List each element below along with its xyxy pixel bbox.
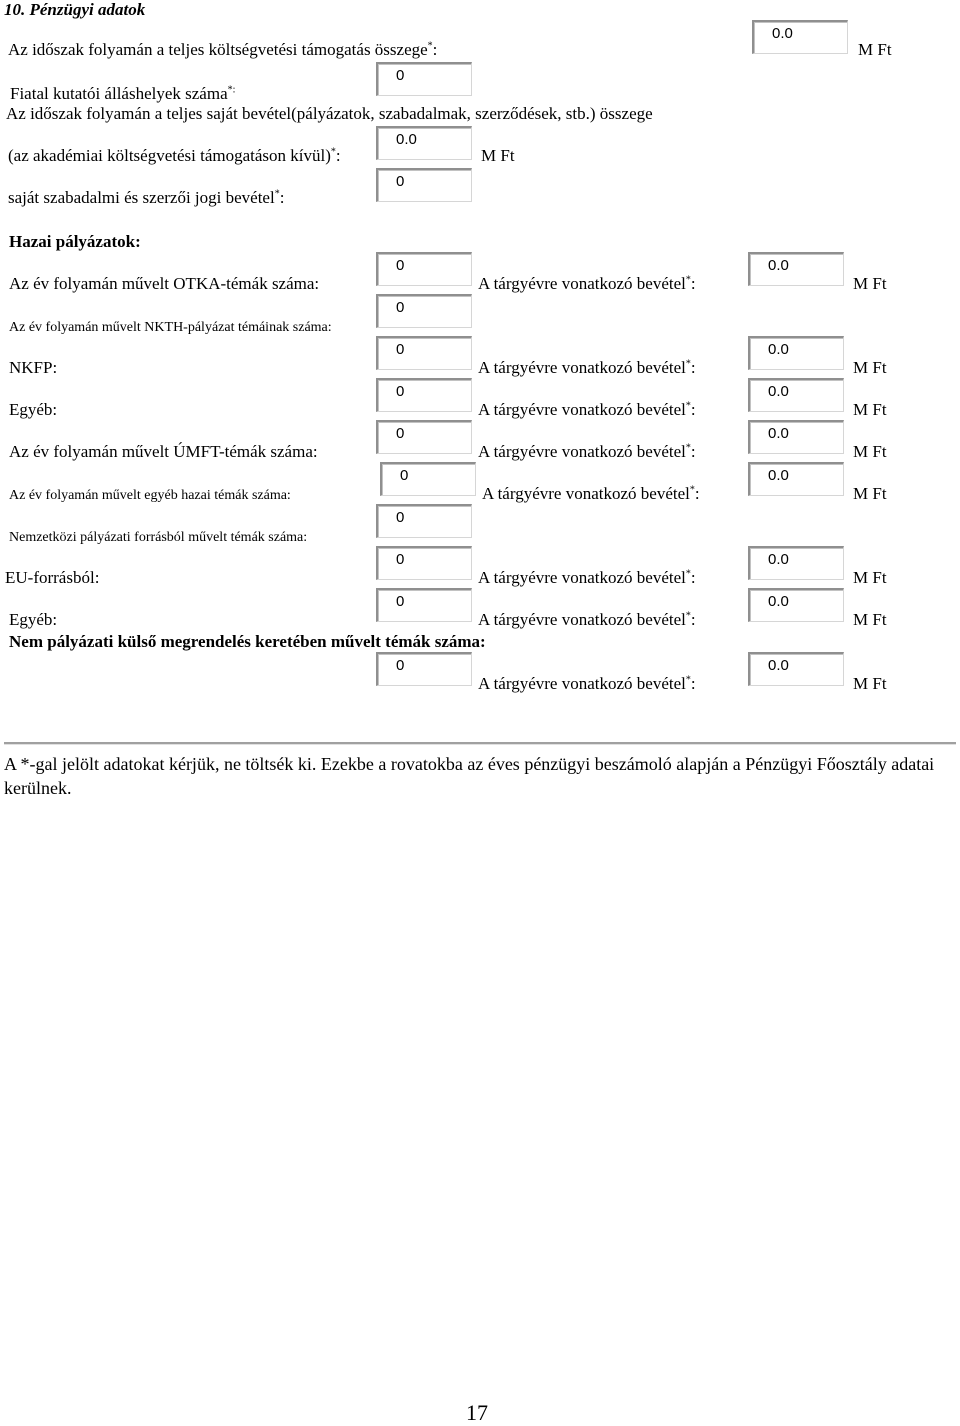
- other-domestic-revenue-label: A tárgyévre vonatkozó bevétel*:: [482, 484, 700, 503]
- umft-count-input[interactable]: 0: [376, 420, 472, 454]
- other-domestic-count-input[interactable]: 0: [380, 462, 476, 496]
- umft-label: Az év folyamán művelt ÚMFT-témák száma:: [9, 442, 318, 461]
- total-support-input[interactable]: 0.0: [752, 20, 848, 54]
- otka-count-input[interactable]: 0: [376, 252, 472, 286]
- eu-revenue-label: A tárgyévre vonatkozó bevétel*:: [478, 568, 696, 587]
- nkth-count-input[interactable]: 0: [376, 294, 472, 328]
- eu-unit: M Ft: [853, 568, 887, 587]
- nkfp-revenue-label: A tárgyévre vonatkozó bevétel*:: [478, 358, 696, 377]
- total-support-label: Az időszak folyamán a teljes költségvetési támogatás összege*:: [8, 40, 438, 59]
- nkfp-label: NKFP:: [9, 358, 58, 377]
- international-count-input[interactable]: 0: [376, 504, 472, 538]
- non-tender-label: Nem pályázati külső megrendelés keretében művelt témák száma:: [9, 632, 486, 651]
- egyeb2-revenue-input[interactable]: 0.0: [748, 588, 844, 622]
- non-tender-revenue-input[interactable]: 0.0: [748, 652, 844, 686]
- umft-revenue-label: A tárgyévre vonatkozó bevétel*:: [478, 442, 696, 461]
- egyeb1-revenue-label: A tárgyévre vonatkozó bevétel*:: [478, 400, 696, 419]
- non-tender-unit: M Ft: [853, 674, 887, 693]
- otka-unit: M Ft: [853, 274, 887, 293]
- other-domestic-unit: M Ft: [853, 484, 887, 503]
- egyeb1-unit: M Ft: [853, 400, 887, 419]
- other-domestic-label: Az év folyamán művelt egyéb hazai témák száma:: [9, 488, 291, 503]
- patent-income-input[interactable]: 0: [376, 168, 472, 202]
- egyeb1-label: Egyéb:: [9, 400, 58, 419]
- young-researchers-input[interactable]: 0: [376, 62, 472, 96]
- egyeb1-revenue-input[interactable]: 0.0: [748, 378, 844, 412]
- section-title: 10. Pénzügyi adatok: [4, 0, 146, 19]
- domestic-heading: Hazai pályázatok:: [9, 232, 141, 251]
- umft-revenue-input[interactable]: 0.0: [748, 420, 844, 454]
- own-income-input[interactable]: 0.0: [376, 126, 472, 160]
- egyeb2-revenue-label: A tárgyévre vonatkozó bevétel*:: [478, 610, 696, 629]
- total-support-unit: M Ft: [858, 40, 892, 59]
- egyeb2-count-input[interactable]: 0: [376, 588, 472, 622]
- otka-revenue-label: A tárgyévre vonatkozó bevétel*:: [478, 274, 696, 293]
- otka-label: Az év folyamán művelt OTKA-témák száma:: [9, 274, 320, 293]
- page-number: 17: [466, 1400, 488, 1425]
- nkth-label: Az év folyamán művelt NKTH-pályázat témáinak száma:: [9, 320, 332, 335]
- divider: [4, 742, 956, 745]
- umft-unit: M Ft: [853, 442, 887, 461]
- patent-income-label: saját szabadalmi és szerzői jogi bevétel*:: [8, 188, 285, 207]
- young-researchers-label: Fiatal kutatói álláshelyek száma*:: [10, 84, 236, 103]
- eu-label: EU-forrásból:: [5, 568, 100, 587]
- nkfp-count-input[interactable]: 0: [376, 336, 472, 370]
- egyeb2-label: Egyéb:: [9, 610, 58, 629]
- egyeb2-unit: M Ft: [853, 610, 887, 629]
- eu-revenue-input[interactable]: 0.0: [748, 546, 844, 580]
- own-income-label-1: Az időszak folyamán a teljes saját bevétel(pályázatok, szabadalmak, szerződések, stb.) összege: [6, 104, 653, 123]
- international-label: Nemzetközi pályázati forrásból művelt témák száma:: [9, 530, 308, 545]
- eu-count-input[interactable]: 0: [376, 546, 472, 580]
- non-tender-revenue-label: A tárgyévre vonatkozó bevétel*:: [478, 674, 696, 693]
- otka-revenue-input[interactable]: 0.0: [748, 252, 844, 286]
- nkfp-unit: M Ft: [853, 358, 887, 377]
- own-income-label-2: (az akadémiai költségvetési támogatáson kívül)*:: [8, 146, 341, 165]
- nkfp-revenue-input[interactable]: 0.0: [748, 336, 844, 370]
- other-domestic-revenue-input[interactable]: 0.0: [748, 462, 844, 496]
- non-tender-count-input[interactable]: 0: [376, 652, 472, 686]
- own-income-unit: M Ft: [481, 146, 515, 165]
- egyeb1-count-input[interactable]: 0: [376, 378, 472, 412]
- footnote: A *-gal jelölt adatokat kérjük, ne töltsék ki. Ezekbe a rovatokba az éves pénzügyi beszámoló alapján a Pénzügyi Főosztály adatai kerülnek.: [4, 754, 935, 798]
